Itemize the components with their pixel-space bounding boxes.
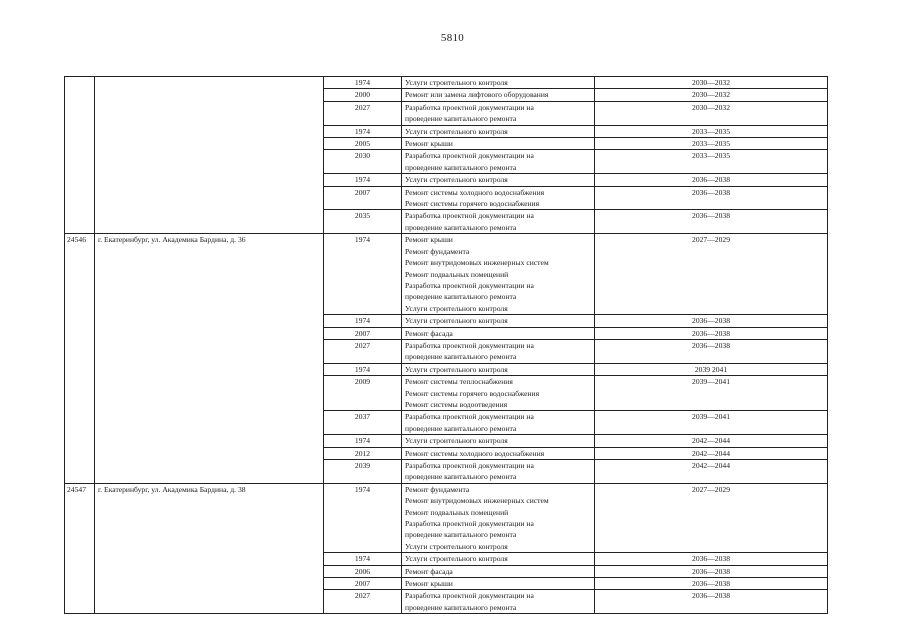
work-type-line: Разработка проектной документации на [405, 340, 534, 350]
work-type-line: Ремонт или замена лифтового оборудования [405, 90, 549, 100]
work-type-cell [402, 339, 595, 363]
object-id-cell: 24546 [65, 234, 95, 484]
period-cell: 2036—2038 [595, 339, 828, 363]
period-cell: 2036—2038 [595, 578, 828, 590]
work-type-line: Разработка проектной документации на [405, 412, 534, 422]
work-type-line: Услуги строительного контроля [405, 554, 508, 564]
work-type-line: Ремонт подвальных помещений [405, 507, 509, 517]
work-type-cell [402, 101, 595, 125]
period-cell: 2036—2038 [595, 210, 828, 234]
year-cell: 2039 [324, 460, 402, 484]
work-type-line: Услуги строительного контроля [405, 175, 508, 185]
period-cell: 2039 2041 [595, 363, 828, 375]
work-type-cell [402, 150, 595, 174]
work-type-line: Разработка проектной документации на [405, 591, 534, 601]
work-type-line: Услуги строительного контроля [405, 316, 508, 326]
work-type-cell [402, 174, 595, 186]
work-type-line: Ремонт внутридомовых инженерных систем [405, 496, 549, 506]
work-type-cell [402, 590, 595, 614]
year-cell: 2027 [324, 590, 402, 614]
year-cell: 2000 [324, 89, 402, 101]
year-cell: 2027 [324, 339, 402, 363]
work-type-cell [402, 376, 595, 411]
period-cell: 2036—2038 [595, 327, 828, 339]
period-cell: 2036—2038 [595, 553, 828, 565]
year-cell: 2007 [324, 578, 402, 590]
address-cell: г. Екатеринбург, ул. Академика Бардина, д. 36 [95, 234, 324, 484]
year-cell: 2030 [324, 150, 402, 174]
year-cell: 1974 [324, 483, 402, 552]
period-cell: 2039—2041 [595, 411, 828, 435]
object-id-cell [65, 77, 95, 234]
year-cell: 2012 [324, 447, 402, 459]
work-type-cell [402, 315, 595, 327]
work-type-cell [402, 186, 595, 210]
work-type-line: Ремонт системы теплоснабжения [405, 377, 513, 387]
table-row [65, 483, 828, 552]
work-type-line: проведение капитального ремонта [405, 114, 517, 124]
work-type-cell [402, 210, 595, 234]
work-type-line: проведение капитального ремонта [405, 530, 517, 540]
year-cell: 2007 [324, 327, 402, 339]
work-type-line: Ремонт системы горячего водоснабжения [405, 199, 540, 209]
period-cell: 2030—2032 [595, 101, 828, 125]
period-cell: 2033—2035 [595, 138, 828, 150]
address-cell [95, 77, 324, 234]
work-type-line: проведение капитального ремонта [405, 423, 517, 433]
table-row [65, 77, 828, 89]
year-cell: 1974 [324, 77, 402, 89]
work-type-cell [402, 553, 595, 565]
object-id-cell: 24547 [65, 483, 95, 613]
period-cell: 2036—2038 [595, 590, 828, 614]
year-cell: 1974 [324, 234, 402, 315]
year-cell: 2035 [324, 210, 402, 234]
period-cell: 2033—2035 [595, 125, 828, 137]
work-type-line: Ремонт фундамента [405, 246, 470, 256]
work-type-line: Услуги строительного контроля [405, 436, 508, 446]
work-type-line: Разработка проектной документации на [405, 461, 534, 470]
work-type-line: Услуги строительного контроля [405, 126, 508, 136]
work-type-cell [402, 234, 595, 315]
work-type-line: Ремонт крыши [405, 579, 453, 589]
period-cell: 2036—2038 [595, 565, 828, 577]
work-type-cell [402, 363, 595, 375]
period-cell: 2027—2029 [595, 483, 828, 552]
work-type-line: Услуги строительного контроля [405, 303, 508, 313]
address-cell: г. Екатеринбург, ул. Академика Бардина, д. 38 [95, 483, 324, 613]
work-type-line: проведение капитального ремонта [405, 222, 517, 232]
work-type-line: Ремонт системы холодного водоснабжения [405, 187, 545, 197]
work-type-cell [402, 460, 595, 484]
work-type-line: проведение капитального ремонта [405, 292, 517, 302]
work-type-cell [402, 89, 595, 101]
work-type-line: проведение капитального ремонта [405, 352, 517, 362]
work-type-line: Разработка проектной документации на [405, 151, 534, 161]
work-type-line: Услуги строительного контроля [405, 541, 508, 551]
period-cell: 2042—2044 [595, 460, 828, 484]
work-type-line: Ремонт крыши [405, 235, 453, 245]
period-cell: 2036—2038 [595, 315, 828, 327]
year-cell: 1974 [324, 363, 402, 375]
work-type-line: Разработка проектной документации на [405, 211, 534, 221]
period-cell: 2036—2038 [595, 174, 828, 186]
period-cell: 2042—2044 [595, 447, 828, 459]
work-type-line: Разработка проектной документации на [405, 519, 534, 529]
work-type-cell [402, 447, 595, 459]
capital-repair-table [64, 76, 828, 614]
work-type-line: Услуги строительного контроля [405, 364, 508, 374]
work-type-cell [402, 483, 595, 552]
year-cell: 2037 [324, 411, 402, 435]
work-type-line: Ремонт подвальных помещений [405, 269, 509, 279]
year-cell: 2027 [324, 101, 402, 125]
work-type-line: Ремонт крыши [405, 139, 453, 149]
work-type-line: Разработка проектной документации на [405, 280, 534, 290]
work-type-line: проведение капитального ремонта [405, 162, 517, 172]
work-type-line: Ремонт внутридомовых инженерных систем [405, 258, 549, 268]
year-cell: 1974 [324, 435, 402, 447]
work-type-line: Разработка проектной документации на [405, 102, 534, 112]
year-cell: 1974 [324, 315, 402, 327]
year-cell: 2005 [324, 138, 402, 150]
period-cell: 2036—2038 [595, 186, 828, 210]
year-cell: 1974 [324, 553, 402, 565]
year-cell: 2006 [324, 565, 402, 577]
work-type-line: Ремонт фасада [405, 566, 453, 576]
work-type-cell [402, 578, 595, 590]
period-cell: 2039—2041 [595, 376, 828, 411]
period-cell: 2033—2035 [595, 150, 828, 174]
work-type-line: Ремонт системы холодного водоснабжения [405, 448, 545, 458]
period-cell: 2042—2044 [595, 435, 828, 447]
work-type-cell [402, 327, 595, 339]
work-type-cell [402, 565, 595, 577]
year-cell: 2009 [324, 376, 402, 411]
table-row [65, 234, 828, 315]
work-type-line: Ремонт системы водоотведения [405, 399, 508, 409]
period-cell: 2027—2029 [595, 234, 828, 315]
work-type-line: Ремонт фасада [405, 328, 453, 338]
work-type-cell [402, 411, 595, 435]
work-type-line: проведение капитального ремонта [405, 602, 517, 612]
work-type-line: проведение капитального ремонта [405, 472, 517, 482]
work-type-line: Ремонт фундамента [405, 484, 470, 494]
work-type-line: Услуги строительного контроля [405, 78, 508, 87]
year-cell: 1974 [324, 125, 402, 137]
year-cell: 1974 [324, 174, 402, 186]
period-cell: 2030—2032 [595, 89, 828, 101]
work-type-cell [402, 125, 595, 137]
work-type-line: Ремонт системы горячего водоснабжения [405, 388, 540, 398]
year-cell: 2007 [324, 186, 402, 210]
period-cell: 2030—2032 [595, 77, 828, 89]
page-number: 5810 [440, 32, 465, 44]
work-type-cell [402, 138, 595, 150]
work-type-cell [402, 77, 595, 89]
work-type-cell [402, 435, 595, 447]
